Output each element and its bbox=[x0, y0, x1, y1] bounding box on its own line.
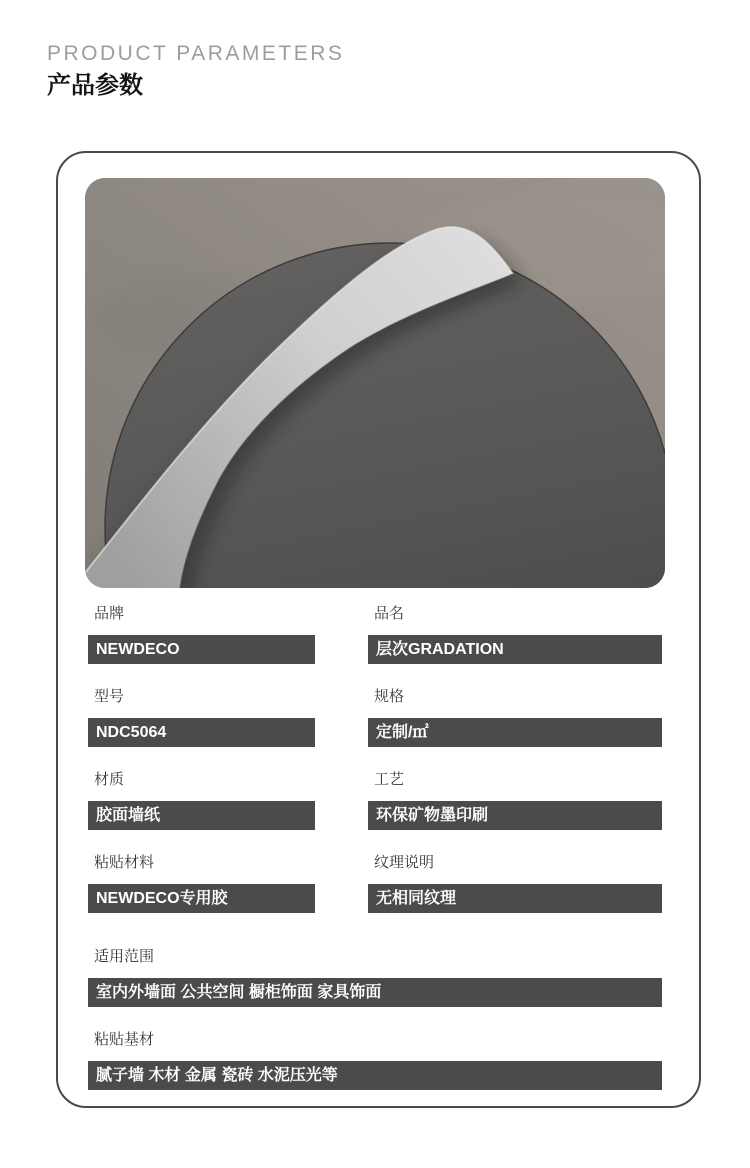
param-label: 型号 bbox=[94, 688, 125, 705]
page-title-en: PRODUCT PARAMETERS bbox=[47, 42, 345, 65]
param-value: NEWDECO专用胶 bbox=[88, 884, 315, 913]
param-value: 胶面墙纸 bbox=[88, 801, 315, 830]
param-label: 纹理说明 bbox=[374, 854, 435, 871]
param-label: 材质 bbox=[94, 771, 125, 788]
param-label: 规格 bbox=[374, 688, 405, 705]
param-value: 定制/㎡ bbox=[368, 718, 662, 747]
param-value: NDC5064 bbox=[88, 718, 315, 747]
param-value: 环保矿物墨印刷 bbox=[368, 801, 662, 830]
param-label: 粘贴材料 bbox=[94, 854, 155, 871]
param-field-material bbox=[88, 771, 315, 830]
param-field-product-name bbox=[368, 605, 662, 664]
param-label: 品牌 bbox=[94, 605, 125, 622]
param-field-brand bbox=[88, 605, 315, 664]
param-field-craft bbox=[368, 771, 662, 830]
param-label: 品名 bbox=[374, 605, 405, 622]
param-value: 层次GRADATION bbox=[368, 635, 662, 664]
param-label: 适用范围 bbox=[94, 948, 155, 965]
param-field-spec bbox=[368, 688, 662, 747]
param-field-substrate bbox=[88, 1031, 662, 1090]
param-field-adhesive bbox=[88, 854, 315, 913]
product-photo-graphic bbox=[85, 178, 665, 588]
product-photo bbox=[85, 178, 665, 588]
param-field-scope bbox=[88, 948, 662, 1007]
param-label: 粘贴基材 bbox=[94, 1031, 155, 1048]
product-parameters-card bbox=[56, 151, 701, 1108]
param-value: 腻子墙 木材 金属 瓷砖 水泥压光等 bbox=[88, 1061, 662, 1090]
param-label: 工艺 bbox=[374, 771, 405, 788]
parameters-grid bbox=[88, 605, 662, 1114]
page-title-zh: 产品参数 bbox=[47, 72, 143, 100]
param-value: 室内外墙面 公共空间 橱柜饰面 家具饰面 bbox=[88, 978, 662, 1007]
param-field-texture-note bbox=[368, 854, 662, 913]
page-header bbox=[47, 42, 344, 99]
param-field-model bbox=[88, 688, 315, 747]
param-value: 无相同纹理 bbox=[368, 884, 662, 913]
param-value: NEWDECO bbox=[88, 635, 315, 664]
